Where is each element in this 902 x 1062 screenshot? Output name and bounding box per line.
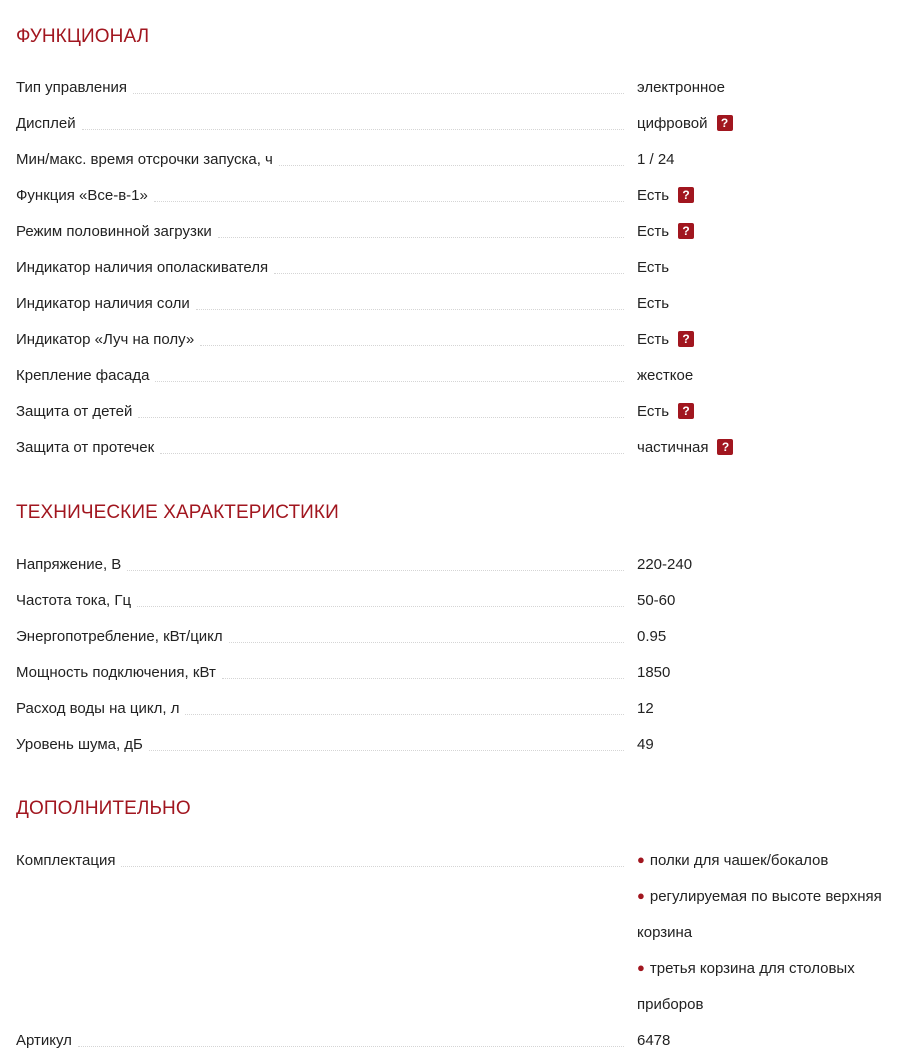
spec-value: электронное bbox=[637, 78, 725, 96]
spec-label-cell bbox=[16, 105, 624, 141]
spec-label-cell bbox=[16, 582, 624, 618]
spec-label-cell bbox=[16, 429, 624, 465]
spec-label-cell bbox=[16, 285, 624, 321]
help-icon[interactable]: ? bbox=[678, 403, 694, 419]
spec-label: Энергопотребление, кВт/цикл bbox=[16, 628, 229, 645]
spec-value: Есть bbox=[637, 222, 670, 240]
spec-label-cell bbox=[16, 357, 624, 393]
spec-value-line bbox=[637, 285, 899, 321]
spec-label-cell bbox=[16, 726, 624, 762]
section-title: ДОПОЛНИТЕЛЬНО bbox=[16, 798, 191, 819]
spec-value-line bbox=[637, 582, 899, 618]
spec-value-cell bbox=[637, 1022, 899, 1058]
spec-label: Индикатор «Луч на полу» bbox=[16, 331, 200, 348]
spec-value: 1 / 24 bbox=[637, 150, 675, 168]
spec-value-line bbox=[637, 1022, 899, 1058]
spec-label: Мин/макс. время отсрочки запуска, ч bbox=[16, 151, 279, 168]
spec-label-cell bbox=[16, 213, 624, 249]
spec-value-cell bbox=[637, 249, 899, 285]
dotted-leader bbox=[155, 381, 624, 382]
spec-label-cell bbox=[16, 69, 624, 105]
spec-value-text: корзина bbox=[637, 923, 693, 941]
spec-value-cell bbox=[637, 429, 899, 465]
spec-value-cell bbox=[637, 582, 899, 618]
dotted-leader bbox=[196, 309, 624, 310]
help-icon[interactable]: ? bbox=[717, 439, 733, 455]
spec-value: Есть bbox=[637, 258, 670, 276]
spec-label-cell bbox=[16, 321, 624, 357]
spec-label: Мощность подключения, кВт bbox=[16, 664, 222, 681]
help-icon[interactable]: ? bbox=[678, 331, 694, 347]
spec-value-line bbox=[637, 105, 899, 141]
spec-label-cell bbox=[16, 141, 624, 177]
dotted-leader bbox=[138, 417, 624, 418]
spec-label: Крепление фасада bbox=[16, 367, 155, 384]
spec-value: Есть bbox=[637, 294, 670, 312]
spec-value-text: регулируемая по высоте верхняя bbox=[649, 887, 882, 905]
spec-value-cell bbox=[637, 69, 899, 105]
dotted-leader bbox=[127, 570, 624, 571]
spec-value-line bbox=[637, 69, 899, 105]
spec-value-line bbox=[637, 429, 899, 465]
spec-value-line bbox=[637, 357, 899, 393]
spec-label-cell bbox=[16, 1022, 624, 1058]
dotted-leader bbox=[121, 866, 624, 867]
spec-value-cell bbox=[637, 285, 899, 321]
spec-value-line bbox=[637, 950, 899, 986]
spec-label: Тип управления bbox=[16, 79, 133, 96]
spec-value-cell bbox=[637, 726, 899, 762]
spec-value-line bbox=[637, 546, 899, 582]
dotted-leader bbox=[279, 165, 624, 166]
dotted-leader bbox=[229, 642, 624, 643]
spec-value: Есть bbox=[637, 186, 670, 204]
spec-value: 1850 bbox=[637, 663, 671, 681]
spec-value-text: полки для чашек/бокалов bbox=[649, 851, 829, 869]
bullet-icon: ● bbox=[637, 959, 645, 975]
spec-value-line bbox=[637, 914, 899, 950]
spec-label: Частота тока, Гц bbox=[16, 592, 137, 609]
dotted-leader bbox=[274, 273, 624, 274]
spec-label: Дисплей bbox=[16, 115, 82, 132]
dotted-leader bbox=[185, 714, 624, 715]
dotted-leader bbox=[149, 750, 624, 751]
spec-label: Расход воды на цикл, л bbox=[16, 700, 185, 717]
help-icon[interactable]: ? bbox=[678, 187, 694, 203]
spec-value: жесткое bbox=[637, 366, 694, 384]
help-icon[interactable]: ? bbox=[678, 223, 694, 239]
dotted-leader bbox=[200, 345, 624, 346]
spec-value: частичная bbox=[637, 438, 709, 456]
bullet-icon: ● bbox=[637, 851, 645, 867]
dotted-leader bbox=[82, 129, 624, 130]
spec-value-cell bbox=[637, 213, 899, 249]
spec-value-text: третья корзина для столовых bbox=[649, 959, 855, 977]
spec-value: 12 bbox=[637, 699, 654, 717]
spec-label-cell bbox=[16, 618, 624, 654]
spec-value-line bbox=[637, 618, 899, 654]
dotted-leader bbox=[137, 606, 624, 607]
spec-value-line bbox=[637, 321, 899, 357]
spec-value: 49 bbox=[637, 735, 654, 753]
spec-value-line bbox=[637, 986, 899, 1022]
spec-value-cell bbox=[637, 105, 899, 141]
spec-label: Артикул bbox=[16, 1032, 78, 1049]
spec-label-cell bbox=[16, 842, 624, 878]
spec-value: 0.95 bbox=[637, 627, 667, 645]
spec-value-cell bbox=[637, 546, 899, 582]
spec-value-line bbox=[637, 177, 899, 213]
spec-value-line bbox=[637, 654, 899, 690]
spec-label: Защита от протечек bbox=[16, 439, 160, 456]
spec-label: Индикатор наличия ополаскивателя bbox=[16, 259, 274, 276]
spec-value: цифровой bbox=[637, 114, 708, 132]
spec-value-cell bbox=[637, 654, 899, 690]
dotted-leader bbox=[133, 93, 624, 94]
spec-label-cell bbox=[16, 393, 624, 429]
spec-value-cell bbox=[637, 357, 899, 393]
spec-label: Уровень шума, дБ bbox=[16, 736, 149, 753]
spec-value: Есть bbox=[637, 402, 670, 420]
spec-label-cell bbox=[16, 654, 624, 690]
section-title: ФУНКЦИОНАЛ bbox=[16, 26, 150, 47]
spec-label: Защита от детей bbox=[16, 403, 138, 420]
spec-value-text: приборов bbox=[637, 995, 704, 1013]
spec-value: Есть bbox=[637, 330, 670, 348]
spec-value-cell bbox=[637, 177, 899, 213]
spec-value-line bbox=[637, 878, 899, 914]
spec-value: 6478 bbox=[637, 1031, 671, 1049]
bullet-icon: ● bbox=[637, 887, 645, 903]
spec-label-cell bbox=[16, 177, 624, 213]
dotted-leader bbox=[160, 453, 624, 454]
spec-value: 50-60 bbox=[637, 591, 676, 609]
spec-label-cell bbox=[16, 249, 624, 285]
section-title: ТЕХНИЧЕСКИЕ ХАРАКТЕРИСТИКИ bbox=[16, 502, 339, 523]
spec-value-line bbox=[637, 141, 899, 177]
spec-value-cell bbox=[637, 321, 899, 357]
dotted-leader bbox=[218, 237, 624, 238]
dotted-leader bbox=[78, 1046, 624, 1047]
spec-value-cell bbox=[637, 842, 899, 1022]
spec-value-line bbox=[637, 842, 899, 878]
spec-value-cell bbox=[637, 393, 899, 429]
spec-value-line bbox=[637, 249, 899, 285]
spec-label: Индикатор наличия соли bbox=[16, 295, 196, 312]
dotted-leader bbox=[222, 678, 624, 679]
spec-value-line bbox=[637, 213, 899, 249]
spec-value-cell bbox=[637, 690, 899, 726]
spec-value-line bbox=[637, 393, 899, 429]
spec-value-line bbox=[637, 726, 899, 762]
spec-value: 220-240 bbox=[637, 555, 693, 573]
spec-label: Режим половинной загрузки bbox=[16, 223, 218, 240]
spec-value-cell bbox=[637, 141, 899, 177]
spec-value-cell bbox=[637, 618, 899, 654]
help-icon[interactable]: ? bbox=[717, 115, 733, 131]
spec-label-cell bbox=[16, 546, 624, 582]
spec-label: Комплектация bbox=[16, 852, 121, 869]
spec-label: Напряжение, В bbox=[16, 556, 127, 573]
dotted-leader bbox=[154, 201, 624, 202]
spec-label: Функция «Все-в-1» bbox=[16, 187, 154, 204]
spec-value-line bbox=[637, 690, 899, 726]
spec-label-cell bbox=[16, 690, 624, 726]
